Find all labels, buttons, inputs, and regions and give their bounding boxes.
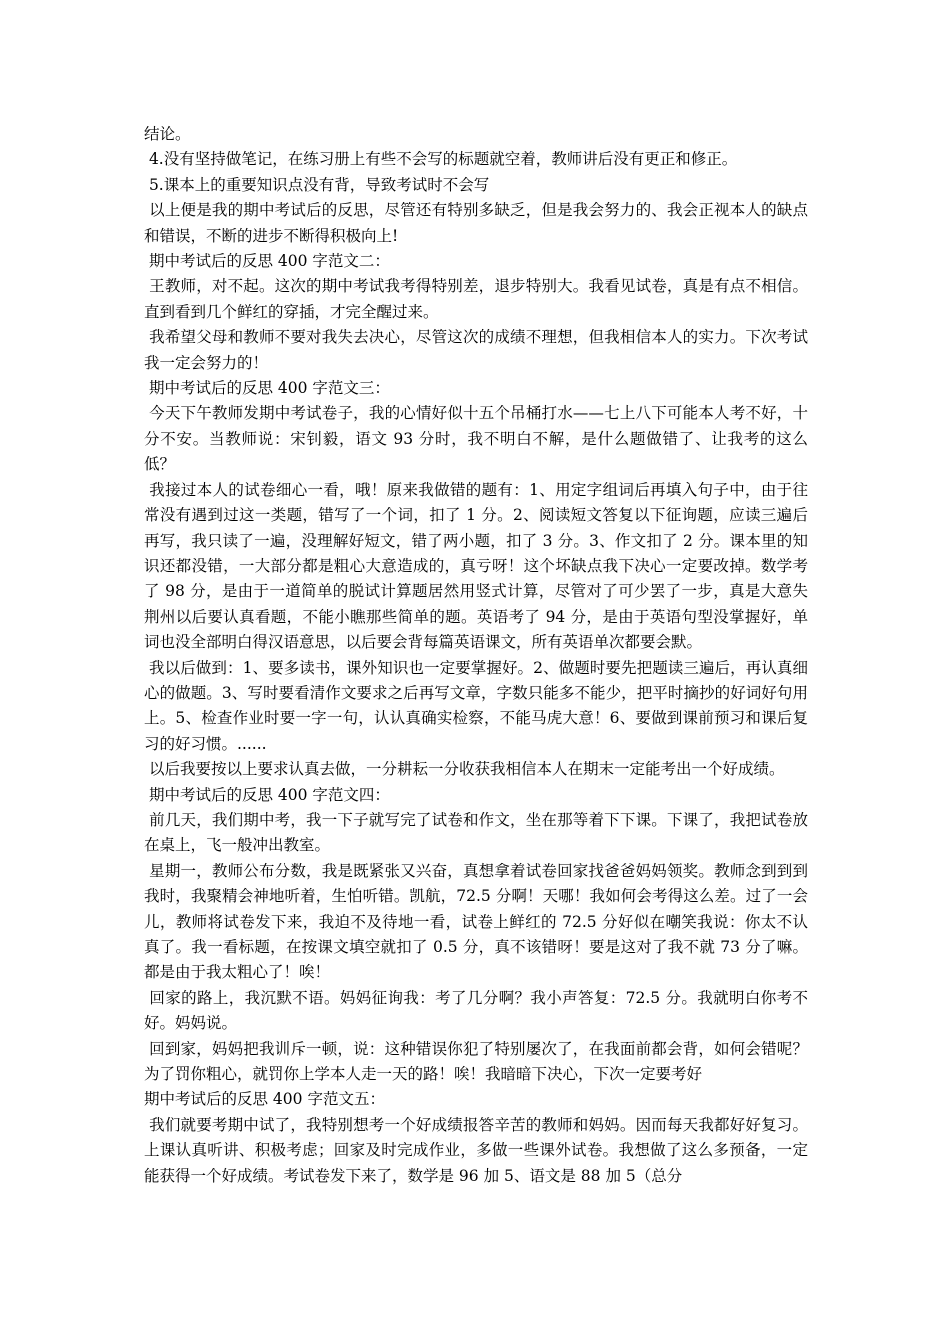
paragraph-conclusion: 结论。: [144, 125, 191, 143]
document-body: [144, 122, 808, 1189]
paragraph-essay-2-b: 我希望父母和教师不要对我失去决心，尽管这次的成绩不理想，但我相信本人的实力。下次考试我一定会努力的！: [144, 328, 808, 372]
paragraph-essay-5-a: 我们就要考期中试了，我特别想考一个好成绩报答辛苦的教师和妈妈。因而每天我都好好复习。上课认真听讲、积极考虑；回家及时完成作业，多做一些课外试卷。我想做了这么多预备，一定能获得一个好成绩。考试卷发下来了，数学是 96 加 5、语文是 88 加 5（总分: [144, 1115, 808, 1185]
paragraph-essay-3-c: 我以后做到：1、要多读书，课外知识也一定要掌握好。2、做题时要先把题读三遍后，再认真细心的做题。3、写时要看清作文要求之后再写文章，字数只能多不能少，把平时摘抄的好词好句用上。5、检查作业时要一字一句，认认真确实检察，不能马虎大意！6、要做到课前预习和课后复习的好习惯。......: [144, 658, 808, 753]
paragraph-essay-4-a: 前几天，我们期中考，我一下子就写完了试卷和作文，坐在那等着下下课。下课了，我把试卷放在桌上，飞一般冲出教室。: [144, 810, 808, 855]
paragraph-summary: 以上便是我的期中考试后的反思，尽管还有特别多缺乏，但是我会努力的、我会正视本人的缺点和错误，不断的进步不断得积极向上!: [144, 201, 808, 245]
paragraph-essay-3-a: 今天下午教师发期中考试卷子，我的心情好似十五个吊桶打水——七上八下可能本人考不好，十分不安。当教师说：宋钊毅，语文 93 分时，我不明白不解，是什么题做错了、让我考的这么低？: [144, 404, 808, 474]
paragraph-item-5: 5.课本上的重要知识点没有背，导致考试时不会写: [144, 175, 490, 194]
heading-essay-3: 期中考试后的反思 400 字范文三：: [144, 379, 390, 398]
heading-essay-5: 期中考试后的反思 400 字范文五：: [144, 1090, 385, 1109]
paragraph-essay-4-c: 回家的路上，我沉默不语。妈妈征询我：考了几分啊？我小声答复：72.5 分。我就明白你考不好。妈妈说。: [144, 988, 808, 1033]
paragraph-essay-3-d: 以后我要按以上要求认真去做，一分耕耘一分收获我相信本人在期末一定能考出一个好成绩。: [144, 760, 785, 779]
heading-essay-4: 期中考试后的反思 400 字范文四：: [144, 785, 390, 804]
paragraph-essay-4-b: 星期一，教师公布分数，我是既紧张又兴奋，真想拿着试卷回家找爸爸妈妈领奖。教师念到到到我时，我聚精会神地听着，生怕听错。凯航，72.5 分啊！天哪！我如何会考得这么差。过了一会儿，教师将试卷发下来，我迫不及待地一看，试卷上鲜红的 72.5 分好似在嘲笑我说：你太不认真了。我一看标题，在按课文填空就扣了 0.5 分，真不该错呀！要是这对了我不就 73 分了嘛。都是由于我太粗心了！唉！: [144, 861, 808, 982]
paragraph-item-4: 4.没有坚持做笔记，在练习册上有些不会写的标题就空着，教师讲后没有更正和修正。: [144, 150, 738, 169]
paragraph-essay-4-d: 回到家，妈妈把我训斥一顿，说：这种错误你犯了特别屡次了，在我面前都会背，如何会错呢？为了罚你粗心，就罚你上学本人走一天的路！唉！我暗暗下决心，下次一定要考好: [144, 1039, 808, 1084]
heading-essay-2: 期中考试后的反思 400 字范文二：: [144, 252, 390, 271]
paragraph-essay-3-b: 我接过本人的试卷细心一看，哦！原来我做错的题有：1、用定字组词后再填入句子中，由于往常没有遇到过这一类题，错写了一个词，扣了 1 分。2、阅读短文答复以下征询题，应读三遍后再写，我只读了一遍，没理解好短文，错了两小题，扣了 3 分。3、作文扣了 2 分。课本里的知识还都没错，一大部分都是粗心大意造成的，真亏呀！这个坏缺点我下决心一定要改掉。数学考了 98 分，是由于一道简单的脱试计算题居然用竖式计算，尽管对了可少罢了一步，真是大意失荆州以后要认真看题，不能小瞧那些简单的题。英语考了 94 分，是由于英语句型没掌握好，单词也没全部明白得汉语意思，以后要会背每篇英语课文，所有英语单次都要会默。: [144, 480, 808, 652]
paragraph-essay-2-a: 王教师，对不起。这次的期中考试我考得特别差，退步特别大。我看见试卷，真是有点不相信。直到看到几个鲜红的穿插，才完全醒过来。: [144, 277, 808, 321]
